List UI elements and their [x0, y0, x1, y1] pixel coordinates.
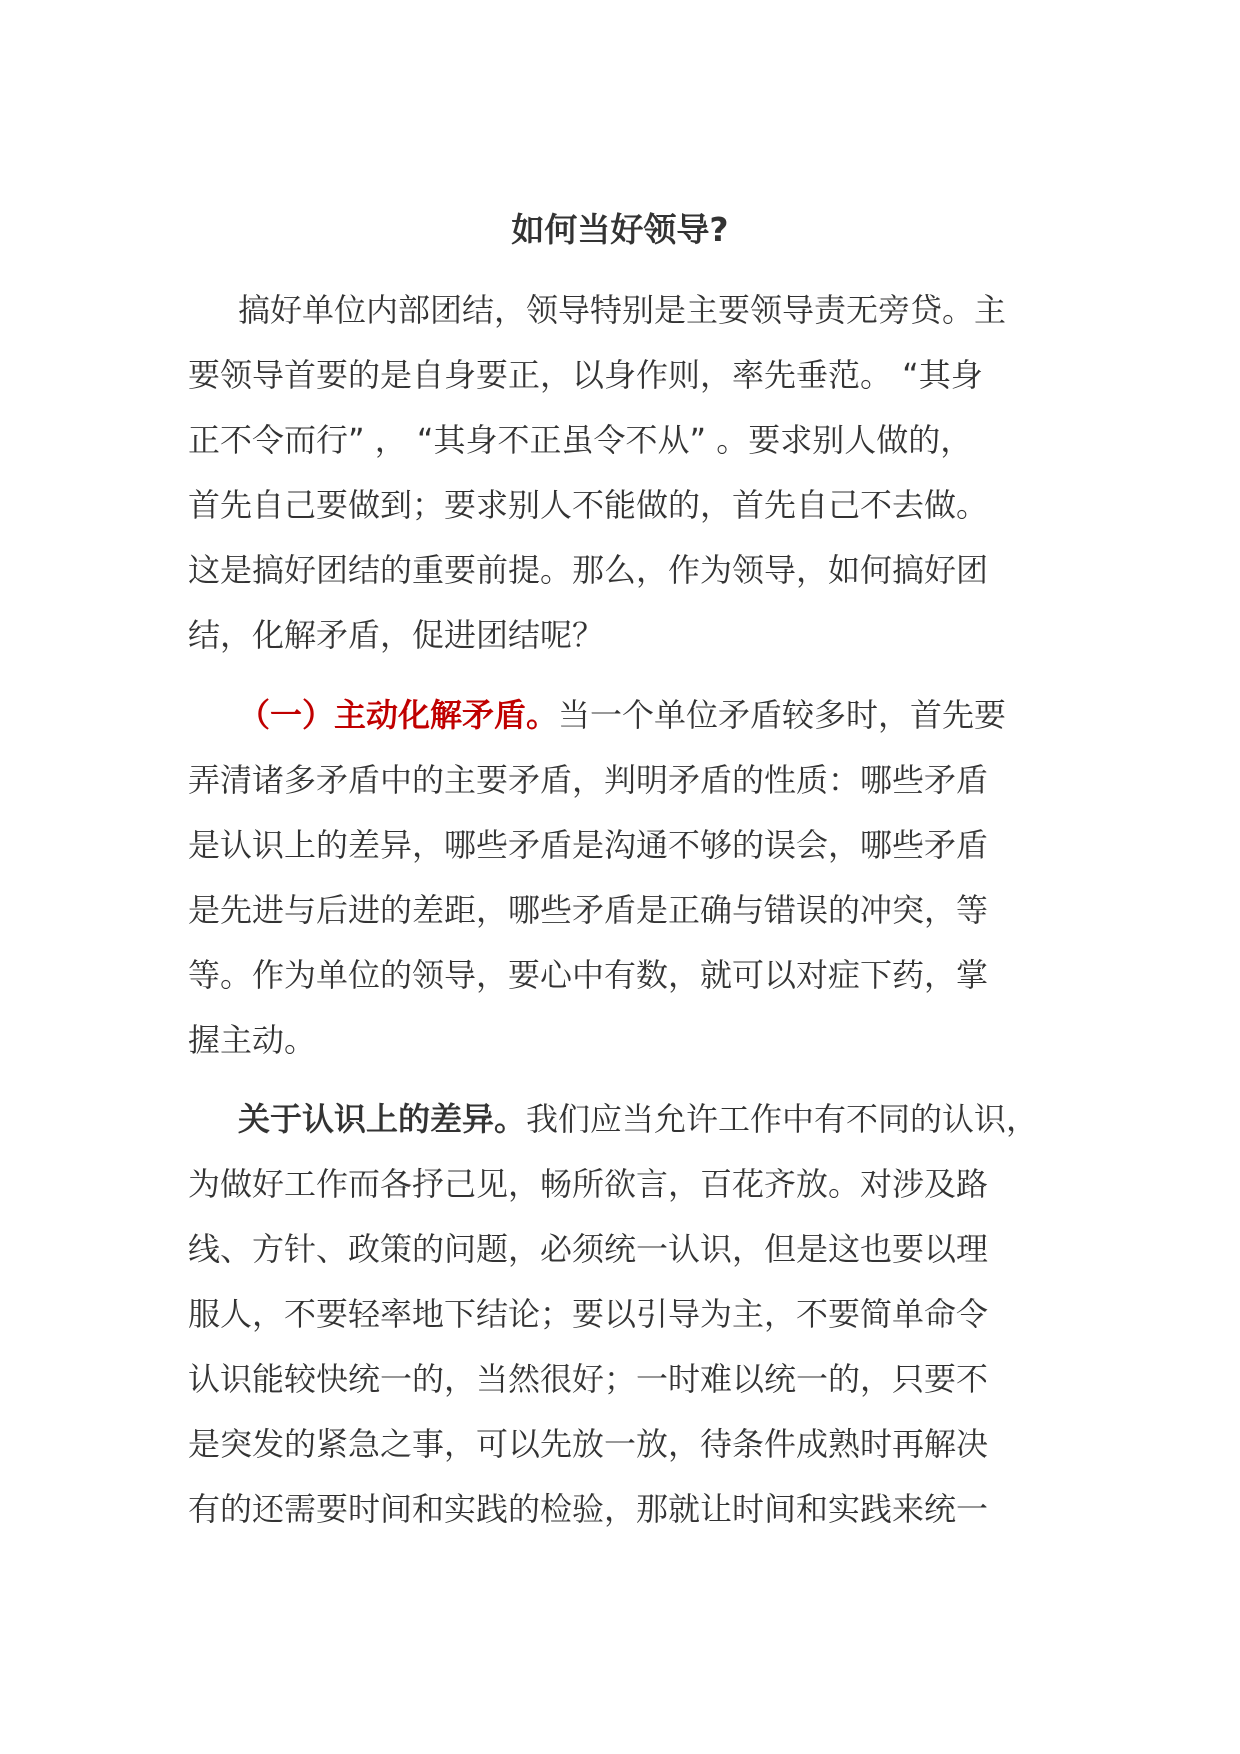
- paragraph-intro: [188, 278, 1050, 668]
- document-title: 如何当好领导?: [511, 210, 729, 249]
- paragraph-line: 这是搞好团结的重要前提。那么，作为领导，如何搞好团: [188, 551, 989, 589]
- paragraph-line: 首先自己要做到；要求别人不能做的，首先自己不去做。: [188, 486, 989, 524]
- paragraph-line: 弄清诸多矛盾中的主要矛盾，判明矛盾的性质：哪些矛盾: [188, 761, 989, 799]
- paragraph-line: 服人，不要轻率地下结论；要以引导为主，不要简单命令: [188, 1295, 989, 1333]
- paragraph-cognitive-differences: [188, 1087, 1050, 1542]
- paragraph-line: 搞好单位内部团结，领导特别是主要领导责无旁贷。主: [238, 291, 1007, 329]
- subsection-heading-bold: 关于认识上的差异。: [238, 1100, 527, 1138]
- paragraph-line-rest: 当一个单位矛盾较多时，首先要: [558, 696, 1007, 734]
- section-heading-red: （一）主动化解矛盾。: [238, 696, 559, 734]
- paragraph-line: 要领导首要的是自身要正，以身作则，率先垂范。 “其身: [188, 356, 983, 394]
- paragraph-section-one: [188, 683, 1050, 1073]
- paragraph-first-line: [188, 683, 1050, 748]
- paragraph-line-rest: 我们应当允许工作中有不同的认识，: [526, 1100, 1039, 1138]
- paragraph-line: 正不令而行” ， “其身不正虽令不从” 。要求别人做的，: [188, 421, 973, 459]
- paragraph-line: 等。作为单位的领导，要心中有数，就可以对症下药，掌: [188, 956, 989, 994]
- paragraph-line: 认识能较快统一的，当然很好；一时难以统一的，只要不: [188, 1360, 989, 1398]
- paragraph-first-line: [188, 1087, 1050, 1152]
- paragraph-line: 是认识上的差异，哪些矛盾是沟通不够的误会，哪些矛盾: [188, 826, 989, 864]
- paragraph-line: 是先进与后进的差距，哪些矛盾是正确与错误的冲突，等: [188, 891, 989, 929]
- paragraph-line: 结，化解矛盾，促进团结呢？: [188, 616, 605, 654]
- paragraph-line: 握主动。: [188, 1021, 317, 1059]
- paragraph-line: 有的还需要时间和实践的检验，那就让时间和实践来统一: [188, 1490, 989, 1528]
- paragraph-line: 线、方针、政策的问题，必须统一认识，但是这也要以理: [188, 1230, 989, 1268]
- paragraph-line: 是突发的紧急之事，可以先放一放，待条件成熟时再解决: [188, 1425, 989, 1463]
- paragraph-line: 为做好工作而各抒己见，畅所欲言，百花齐放。对涉及路: [188, 1165, 989, 1203]
